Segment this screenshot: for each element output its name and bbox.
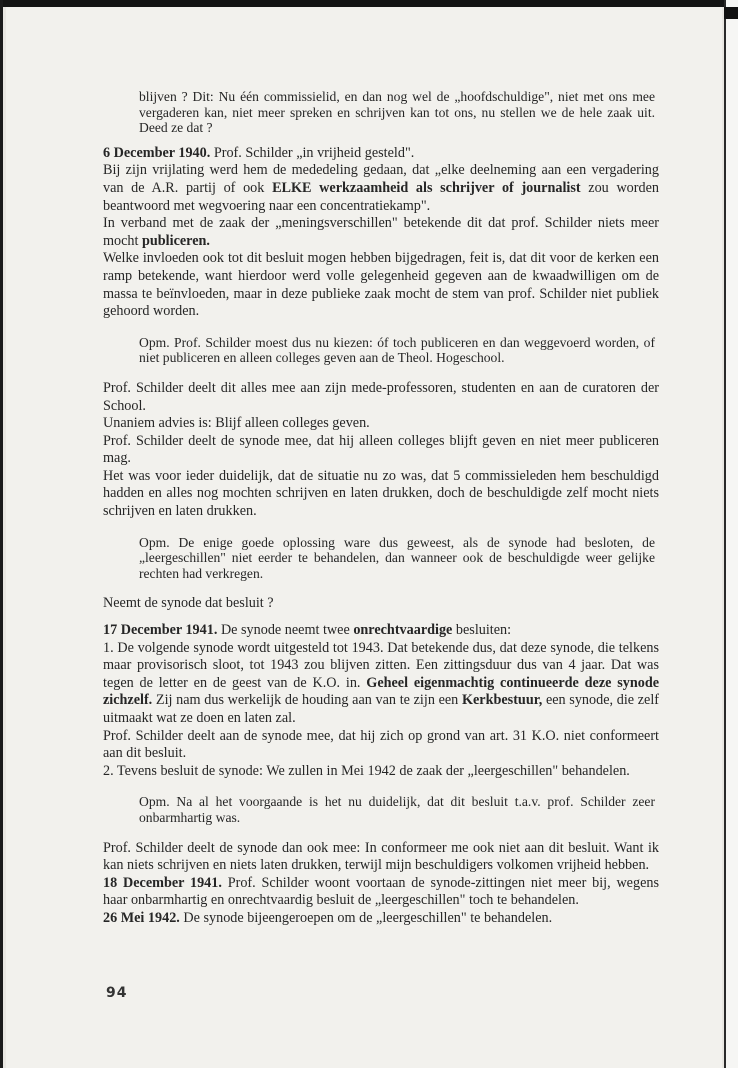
text-span: Bij zijn vrijlating werd hem de mededeling gedaan, dat „elke deelneming aan een vergadering van de A.R. partij of ook xyxy=(103,162,659,196)
text-span: besluiten: xyxy=(455,622,512,639)
paragraph-mede-professoren: Prof. Schilder deelt dit alles mee aan zijn mede-professoren, studenten en aan de curatoren der School. xyxy=(103,379,659,414)
text-span: zou worden beantwoord met wegvoering naar een concentratiekamp". xyxy=(103,179,659,214)
paragraph-art-31: Prof. Schilder deelt aan de synode mee, dat hij zich op grond van art. 31 K.O. niet conformeert aan dit besluit. xyxy=(103,727,659,762)
text-span: een synode, die zelf uitmaakt wat ze doen en laten zal. xyxy=(103,692,660,726)
continued-paragraph: blijven ? Dit: Nu één commissielid, en dan nog wel de „hoofdschuldige", niet met ons mee vergaderen kan, niet meer spreken en schrijven kan tot ons, nu stellen we de hele zaak uit. Deed ze dat ? xyxy=(139,89,655,136)
paragraph-question: Neemt de synode dat besluit ? xyxy=(103,595,274,612)
bold-span: ELKE werkzaamheid als schrijver of journalist xyxy=(272,179,581,196)
scan-left-edge xyxy=(0,0,3,1068)
entry-1941-12-18 xyxy=(103,875,659,910)
paragraph-besluit-1 xyxy=(103,640,659,728)
remark-kiezen: Opm. Prof. Schilder moest dus nu kiezen: óf toch publiceren en dan weggevoerd worden, of niet publiceren en alleen colleges geven aan de Theol. Hogeschool. xyxy=(139,334,655,366)
paragraph-situatie: Het was voor ieder duidelijk, dat de situatie nu zo was, dat 5 commissieleden hem beschuldigd hadden en alles nog mochten schrijven en laten drukken, doch de beschuldigde zelf mocht niets schrijven en laten drukken. xyxy=(103,467,659,520)
scan-right-edge xyxy=(724,0,738,1068)
paragraph-conformeer: Prof. Schilder deelt de synode dan ook mee: In conformeer me ook niet aan dit besluit. Want ik kan niets schrijven en niets laten drukken, terwijl mijn beschuldigers volkomen vrijheid hebben. xyxy=(103,839,659,874)
bold-span: publiceren. xyxy=(142,232,210,249)
paragraph-meningsverschillen xyxy=(103,215,659,250)
paragraph-vrijlating xyxy=(103,162,659,215)
bold-span: onrechtvaardige xyxy=(353,622,453,639)
book-page xyxy=(6,7,722,1068)
text-span: Zij nam dus werkelijk de houding aan van te zijn een xyxy=(155,692,459,709)
text-span: 1. De volgende synode wordt uitgesteld tot 1943. Dat betekende dus, dat deze synode, die telkens maar provisorisch sloot, tot 1943 zou blijven zitten. Een zittingsduur dus van 4 jaar. Dat was tegen de letter en de geest van de K.O. in. xyxy=(103,639,659,691)
entry-1942-05-26 xyxy=(103,910,659,928)
scan-corner-mark xyxy=(724,7,738,19)
paragraph-unaniem-advies: Unaniem advies is: Blijf alleen colleges geven. xyxy=(103,415,370,432)
entry-text: Prof. Schilder woont voortaan de synode-zittingen niet meer bij, wegens haar onbarmhartig en onrechtvaardig besluit de „leergeschillen" toch te behandelen. xyxy=(103,874,659,909)
entry-text: De synode bijeengeroepen om de „leergeschillen" te behandelen. xyxy=(183,909,553,926)
entry-date: 6 December 1940. xyxy=(103,144,211,161)
entry-date: 17 December 1941. xyxy=(103,622,218,639)
bold-span: Kerkbestuur, xyxy=(461,692,543,709)
entry-1940-12-06 xyxy=(103,145,659,163)
page-number: 94 xyxy=(106,985,128,1001)
text-span: De synode neemt twee xyxy=(220,622,350,639)
bold-span: Geheel eigenmachtig continueerde deze synode zichzelf. xyxy=(103,674,660,709)
paragraph-besluit-2: 2. Tevens besluit de synode: We zullen in Mei 1942 de zaak der „leergeschillen" behandelen. xyxy=(103,762,630,779)
entry-1941-12-17 xyxy=(103,622,659,640)
text-span: In verband met de zaak der „meningsverschillen" betekende dit dat prof. Schilder niets meer mocht xyxy=(103,215,659,249)
paragraph-invloeden: Welke invloeden ook tot dit besluit mogen hebben bijgedragen, feit is, dat dit voor de kerken een ramp betekende, want hierdoor werd volle gelegenheid gegeven aan de kwaadwilligen om de massa te beïnvloeden, maar in deze publieke zaak mocht de stem van prof. Schilder niet publiek gehoord worden. xyxy=(103,250,659,320)
page-body xyxy=(103,89,659,928)
entry-text: Prof. Schilder „in vrijheid gesteld". xyxy=(213,144,415,161)
scan-top-edge xyxy=(0,0,738,7)
remark-oplossing: Opm. De enige goede oplossing ware dus geweest, als de synode had besloten, de „leergeschillen" niet eerder te behandelen, dan wanneer ook de beschuldigde weer gelijke rechten had verkregen. xyxy=(139,534,655,581)
remark-onbarmhartig: Opm. Na al het voorgaande is het nu duidelijk, dat dit besluit t.a.v. prof. Schilder zeer onbarmhartig was. xyxy=(139,794,655,825)
entry-date: 26 Mei 1942. xyxy=(103,909,180,926)
entry-date: 18 December 1941. xyxy=(103,874,222,891)
paragraph-colleges: Prof. Schilder deelt de synode mee, dat hij alleen colleges blijft geven en niet meer publiceren mag. xyxy=(103,432,659,467)
